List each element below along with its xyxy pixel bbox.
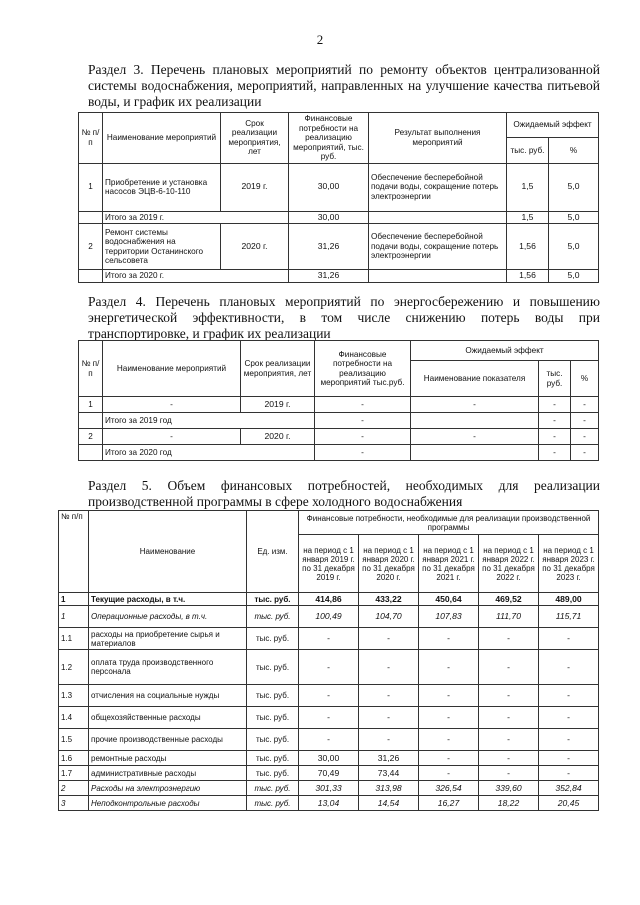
- cell-value: -: [419, 628, 479, 650]
- cell-value: -: [419, 707, 479, 729]
- section4-table: [78, 340, 599, 461]
- cell-value: 14,54: [359, 796, 419, 811]
- cell-value: 70,49: [299, 766, 359, 781]
- cell-term: 2019 г.: [241, 397, 315, 413]
- cell-name: прочие производственные расходы: [89, 729, 247, 751]
- cell-value: -: [419, 729, 479, 751]
- cell-value: -: [419, 685, 479, 707]
- cell-name: -: [103, 397, 241, 413]
- t3-h-pct: %: [549, 138, 599, 163]
- cell-name: оплата труда производственного персонала: [89, 650, 247, 685]
- t3-h-rub: тыс. руб.: [507, 138, 549, 163]
- cell-value: 16,27: [419, 796, 479, 811]
- cell-rub: -: [539, 445, 571, 461]
- cell-rub: 1,56: [507, 224, 549, 270]
- cell-value: 18,22: [479, 796, 539, 811]
- cell-pct: -: [571, 413, 599, 429]
- cell-num: 1: [79, 163, 103, 211]
- cell-pct: 5,0: [549, 163, 599, 211]
- cell-value: -: [479, 751, 539, 766]
- cell-value: 20,45: [539, 796, 599, 811]
- cell-total-label: Итого за 2020 год: [103, 445, 315, 461]
- cell-value: 414,86: [299, 593, 359, 606]
- cell-rub: -: [539, 397, 571, 413]
- table-row: [79, 413, 599, 429]
- table-row: [79, 270, 599, 283]
- table-row: [59, 685, 599, 707]
- cell-rub: 1,5: [507, 163, 549, 211]
- cell-value: 104,70: [359, 606, 419, 628]
- cell-num: 1.5: [59, 729, 89, 751]
- cell-num: 3: [59, 796, 89, 811]
- cell-num: 1: [79, 397, 103, 413]
- page-number: 2: [316, 32, 324, 47]
- cell-unit: тыс. руб.: [247, 729, 299, 751]
- t3-h-finance: Финансовые потребности на реализацию мероприятий, тыс. руб.: [289, 113, 369, 164]
- cell-unit: тыс. руб.: [247, 606, 299, 628]
- cell-value: -: [359, 729, 419, 751]
- cell-num: 1.4: [59, 707, 89, 729]
- cell-name: ремонтные расходы: [89, 751, 247, 766]
- t4-h-pct: %: [571, 361, 599, 397]
- cell-unit: тыс. руб.: [247, 593, 299, 606]
- cell-num: 2: [59, 781, 89, 796]
- cell-finance: -: [315, 445, 411, 461]
- table-row: [59, 766, 599, 781]
- cell-value: 301,33: [299, 781, 359, 796]
- cell-value: -: [359, 707, 419, 729]
- cell-pct: -: [571, 445, 599, 461]
- cell-finance: 30,00: [289, 163, 369, 211]
- cell-value: 313,98: [359, 781, 419, 796]
- cell-value: -: [299, 729, 359, 751]
- cell-value: -: [299, 685, 359, 707]
- table-row: [59, 593, 599, 606]
- cell-value: -: [479, 729, 539, 751]
- table-row: [59, 650, 599, 685]
- table-row: [79, 211, 599, 224]
- t3-h-term: Срок реализации мероприятия, лет: [221, 113, 289, 164]
- cell-unit: тыс. руб.: [247, 707, 299, 729]
- cell-name: Операционные расходы, в т.ч.: [89, 606, 247, 628]
- cell-num: 1: [59, 606, 89, 628]
- cell-pct: -: [571, 429, 599, 445]
- t5-h-period: на период с 1 января 2020 г. по 31 декабря 2020 г.: [359, 535, 419, 593]
- cell-result: Обеспечение бесперебойной подачи воды, сокращение потерь электроэнергии: [369, 224, 507, 270]
- cell-term: 2020 г.: [241, 429, 315, 445]
- cell-value: 73,44: [359, 766, 419, 781]
- cell-unit: тыс. руб.: [247, 628, 299, 650]
- cell-value: -: [419, 751, 479, 766]
- t4-h-name: Наименование мероприятий: [103, 341, 241, 397]
- t5-h-period: на период с 1 января 2023 г. по 31 декабря 2023 г.: [539, 535, 599, 593]
- cell-value: -: [299, 628, 359, 650]
- table-row: [59, 606, 599, 628]
- t4-h-finance: Финансовые потребности на реализацию мероприятий тыс.руб.: [315, 341, 411, 397]
- cell-value: -: [479, 766, 539, 781]
- cell-name: Приобретение и установка насосов ЭЦВ-6-10-110: [103, 163, 221, 211]
- cell-value: -: [419, 650, 479, 685]
- cell-name: административные расходы: [89, 766, 247, 781]
- cell-value: -: [299, 707, 359, 729]
- cell-value: 100,49: [299, 606, 359, 628]
- cell-num: 1.3: [59, 685, 89, 707]
- cell-finance: 31,26: [289, 270, 369, 283]
- cell-value: -: [479, 650, 539, 685]
- cell-value: -: [539, 766, 599, 781]
- cell-value: 339,60: [479, 781, 539, 796]
- cell-value: 30,00: [299, 751, 359, 766]
- cell-rub: 1,5: [507, 211, 549, 224]
- t5-h-period: на период с 1 января 2019 г. по 31 декабря 2019 г.: [299, 535, 359, 593]
- table-row: [59, 729, 599, 751]
- cell-name: Расходы на электроэнергию: [89, 781, 247, 796]
- cell-value: 107,83: [419, 606, 479, 628]
- t3-h-name: Наименование мероприятий: [103, 113, 221, 164]
- cell-rub: 1,56: [507, 270, 549, 283]
- table-row: [79, 397, 599, 413]
- cell-value: -: [479, 628, 539, 650]
- cell-total-label: Итого за 2020 г.: [103, 270, 289, 283]
- cell-finance: 30,00: [289, 211, 369, 224]
- cell-num: 1.6: [59, 751, 89, 766]
- cell-value: -: [539, 628, 599, 650]
- cell-unit: тыс. руб.: [247, 685, 299, 707]
- table-row: [59, 751, 599, 766]
- t5-h-period: на период с 1 января 2022 г. по 31 декабря 2022 г.: [479, 535, 539, 593]
- cell-value: 115,71: [539, 606, 599, 628]
- cell-value: 433,22: [359, 593, 419, 606]
- table-row: [79, 224, 599, 270]
- cell-total-label: Итого за 2019 г.: [103, 211, 289, 224]
- cell-rub: -: [539, 429, 571, 445]
- cell-name: расходы на приобретение сырья и материалов: [89, 628, 247, 650]
- cell-value: -: [539, 707, 599, 729]
- cell-pct: 5,0: [549, 211, 599, 224]
- table-row: [59, 628, 599, 650]
- cell-term: 2020 г.: [221, 224, 289, 270]
- section5-rows: [59, 593, 599, 811]
- t5-h-unit: Ед. изм.: [247, 511, 299, 593]
- cell-name: Неподконтрольные расходы: [89, 796, 247, 811]
- cell-total-label: Итого за 2019 год: [103, 413, 315, 429]
- cell-name: Ремонт системы водоснабжения на территории Останинского сельсовета: [103, 224, 221, 270]
- cell-finance: -: [315, 397, 411, 413]
- cell-finance: 31,26: [289, 224, 369, 270]
- cell-unit: тыс. руб.: [247, 650, 299, 685]
- t4-h-indicator: Наименование показателя: [411, 361, 539, 397]
- cell-name: Текущие расходы, в т.ч.: [89, 593, 247, 606]
- cell-finance: -: [315, 413, 411, 429]
- cell-indicator: -: [411, 397, 539, 413]
- cell-name: отчисления на социальные нужды: [89, 685, 247, 707]
- t5-h-group: Финансовые потребности, необходимые для реализации производственной программы: [299, 511, 599, 535]
- table-row: [79, 163, 599, 211]
- section3-heading: Раздел 3. Перечень плановых мероприятий по ремонту объектов централизованной системы водоснабжения, мероприятий, направленных на улучшение качества питьевой воды, и график их реализации: [88, 62, 600, 109]
- cell-value: 489,00: [539, 593, 599, 606]
- t5-h-num: № п/п: [59, 511, 89, 593]
- t4-h-term: Срок реализации мероприятия, лет: [241, 341, 315, 397]
- t5-h-name: Наименование: [89, 511, 247, 593]
- cell-unit: тыс. руб.: [247, 796, 299, 811]
- table-row: [79, 429, 599, 445]
- cell-value: -: [479, 707, 539, 729]
- table-row: [59, 796, 599, 811]
- t4-h-rub: тыс. руб.: [539, 361, 571, 397]
- cell-num: 2: [79, 429, 103, 445]
- cell-value: -: [539, 751, 599, 766]
- section5-table: [58, 510, 599, 811]
- cell-pct: 5,0: [549, 224, 599, 270]
- t3-h-num: № п/п: [79, 113, 103, 164]
- cell-indicator: -: [411, 429, 539, 445]
- cell-unit: тыс. руб.: [247, 781, 299, 796]
- cell-num: 1: [59, 593, 89, 606]
- section3-table: [78, 112, 599, 283]
- cell-value: -: [359, 685, 419, 707]
- cell-value: -: [539, 729, 599, 751]
- t5-h-period: на период с 1 января 2021 г. по 31 декабря 2021 г.: [419, 535, 479, 593]
- table-row: [59, 707, 599, 729]
- cell-value: 13,04: [299, 796, 359, 811]
- cell-term: 2019 г.: [221, 163, 289, 211]
- cell-value: -: [359, 628, 419, 650]
- t4-h-num: № п/п: [79, 341, 103, 397]
- cell-pct: 5,0: [549, 270, 599, 283]
- cell-value: 326,54: [419, 781, 479, 796]
- table-row: [59, 781, 599, 796]
- cell-num: 1.2: [59, 650, 89, 685]
- cell-value: 111,70: [479, 606, 539, 628]
- cell-rub: -: [539, 413, 571, 429]
- cell-name: общехозяйственные расходы: [89, 707, 247, 729]
- cell-num: 1.1: [59, 628, 89, 650]
- cell-result: Обеспечение бесперебойной подачи воды, сокращение потерь электроэнергии: [369, 163, 507, 211]
- cell-value: 450,64: [419, 593, 479, 606]
- t4-h-effect: Ожидаемый эффект: [411, 341, 599, 361]
- cell-value: -: [299, 650, 359, 685]
- cell-value: 31,26: [359, 751, 419, 766]
- table-row: [79, 445, 599, 461]
- t3-h-effect: Ожидаемый эффект: [507, 113, 599, 138]
- cell-value: 352,84: [539, 781, 599, 796]
- cell-value: -: [359, 650, 419, 685]
- cell-value: -: [539, 685, 599, 707]
- cell-name: -: [103, 429, 241, 445]
- cell-value: -: [479, 685, 539, 707]
- cell-unit: тыс. руб.: [247, 751, 299, 766]
- cell-unit: тыс. руб.: [247, 766, 299, 781]
- cell-value: -: [539, 650, 599, 685]
- cell-value: -: [419, 766, 479, 781]
- cell-num: 2: [79, 224, 103, 270]
- cell-value: 469,52: [479, 593, 539, 606]
- section4-heading: Раздел 4. Перечень плановых мероприятий по энергосбережению и повышению энергетической эффективности, в том числе снижению потерь воды при транспортировке, и график их реализации: [88, 294, 600, 341]
- cell-finance: -: [315, 429, 411, 445]
- cell-pct: -: [571, 397, 599, 413]
- t3-h-result: Результат выполнения мероприятий: [369, 113, 507, 164]
- cell-num: 1.7: [59, 766, 89, 781]
- section5-heading: Раздел 5. Объем финансовых потребностей, необходимых для реализации производственной программы в сфере холодного водоснабжения: [88, 478, 600, 509]
